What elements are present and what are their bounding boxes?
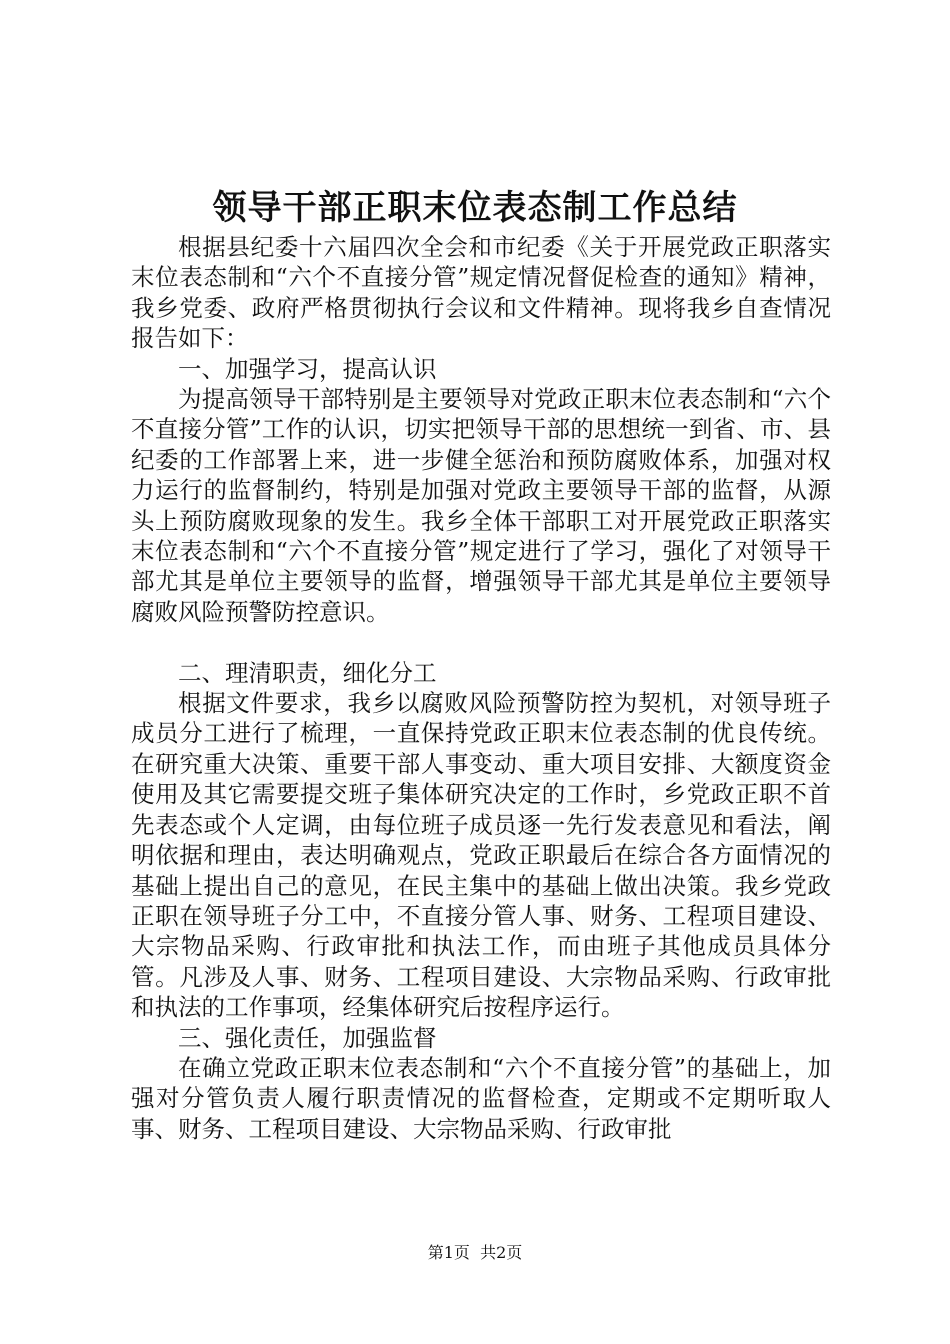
section-1-paragraph: 为提高领导干部特别是主要领导对党政正职末位表态制和“六个不直接分管”工作的认识，切实把领导干部的思想统一到省、市、县纪委的工作部署上来，进一步健全惩治和预防腐败体系，加强对权力运行的监督制约，特别是加强对党政主要领导干部的监督，从源头上预防腐败现象的发生。我乡全体干部职工对开展党政正职落实末位表态制和“六个不直接分管”规定进行了学习，强化了对领导干部尤其是单位主要领导的监督，增强领导干部尤其是单位主要领导腐败风险预警防控意识。 (131, 385, 831, 626)
section-3-paragraph: 在确立党政正职末位表态制和“六个不直接分管”的基础上，加强对分管负责人履行职责情况的监督检查，定期或不定期听取人事、财务、工程项目建设、大宗物品采购、行政审批 (131, 1053, 831, 1143)
intro-paragraph: 根据县纪委十六届四次全会和市纪委《关于开展党政正职落实末位表态制和“六个不直接分管”规定情况督促检查的通知》精神，我乡党委、政府严格贯彻执行会议和文件精神。现将我乡自查情况报告如下： (131, 233, 831, 353)
section-2-heading: 二、理清职责，细化分工 (178, 658, 437, 687)
document-body (131, 232, 831, 1144)
page-number-total: 共2页 (480, 1243, 523, 1262)
section-1-heading: 一、加强学习，提高认识 (178, 354, 437, 383)
section-2-paragraph: 根据文件要求，我乡以腐败风险预警防控为契机，对领导班子成员分工进行了梳理，一直保持党政正职末位表态制的优良传统。在研究重大决策、重要干部人事变动、重大项目安排、大额度资金使用及其它需要提交班子集体研究决定的工作时，乡党政正职不首先表态或个人定调，由每位班子成员逐一先行发表意见和看法，阐明依据和理由，表达明确观点，党政正职最后在综合各方面情况的基础上提出自己的意见，在民主集中的基础上做出决策。我乡党政正职在领导班子分工中，不直接分管人事、财务、工程项目建设、大宗物品采购、行政审批和执法工作，而由班子其他成员具体分管。凡涉及人事、财务、工程项目建设、大宗物品采购、行政审批和执法的工作事项，经集体研究后按程序运行。 (131, 689, 831, 1022)
paragraph-spacer (131, 627, 831, 657)
document-title: 领导干部正职末位表态制工作总结 (212, 188, 738, 228)
page-footer (0, 1243, 950, 1263)
page-number-current: 第1页 (427, 1243, 470, 1262)
section-3-heading: 三、强化责任，加强监督 (178, 1023, 437, 1052)
